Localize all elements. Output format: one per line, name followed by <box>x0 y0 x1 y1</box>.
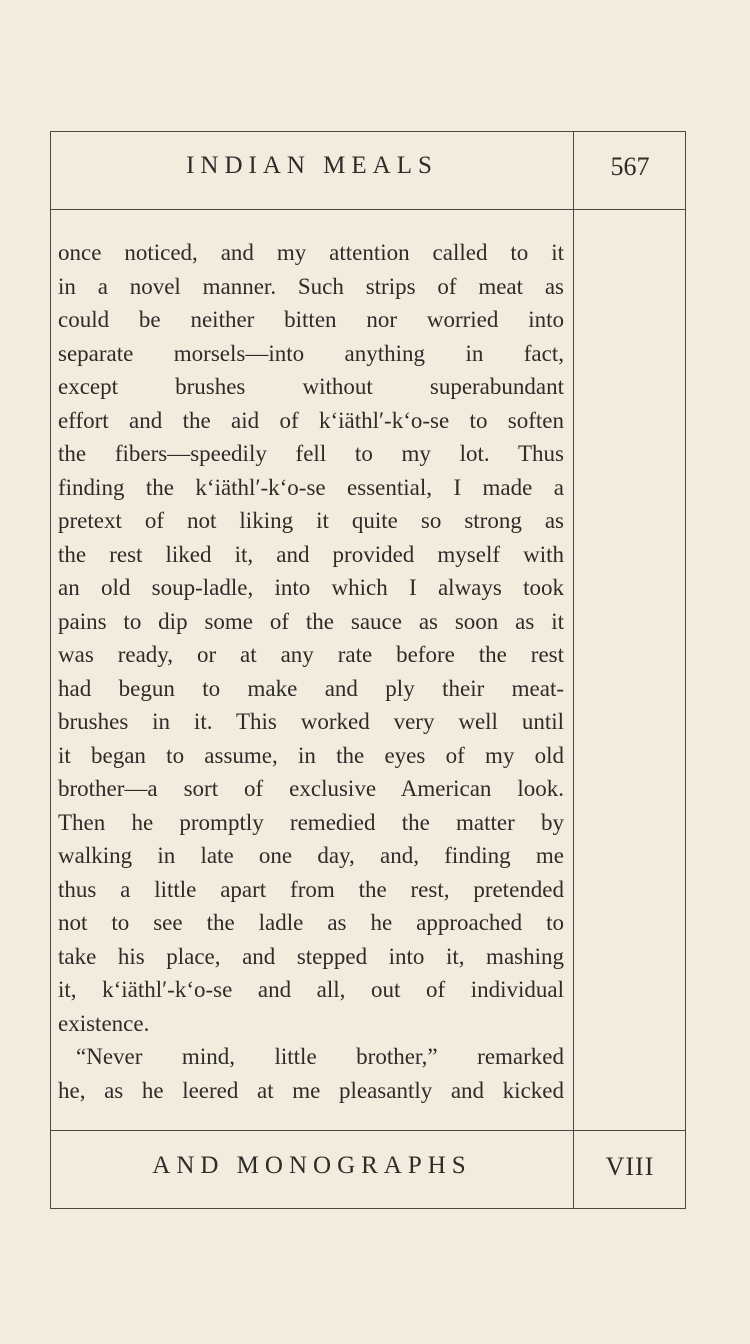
text-line: had begun to make and ply their meat- <box>58 675 564 701</box>
text-line: in a novel manner. Such strips of meat as <box>58 273 564 299</box>
text-line: separate morsels—into anything in fact, <box>58 340 564 366</box>
footer-rule <box>51 1130 685 1131</box>
footer-series-title: AND MONOGRAPHS <box>152 1152 472 1179</box>
text-line: it, k‘iäthl′-k‘o-se and all, out of individual <box>58 977 564 1002</box>
text-line: the fibers—speedily fell to my lot. Thus <box>58 441 564 466</box>
page-number: 567 <box>610 152 650 181</box>
text-line: pains to dip some of the sauce as soon as it <box>58 608 564 634</box>
body-text <box>58 236 564 1107</box>
text-line: he, as he leered at me pleasantly and kicked <box>58 1077 564 1103</box>
text-line: existence. <box>58 1010 150 1036</box>
text-line: take his place, and stepped into it, mashing <box>58 943 564 969</box>
text-line: not to see the ladle as he approached to <box>58 910 564 935</box>
column-divider <box>573 132 574 1208</box>
text-line: finding the k‘iäthl′-k‘o-se essential, I made a <box>58 474 564 500</box>
text-line: except brushes without superabundant <box>58 374 564 399</box>
text-line: thus a little apart from the rest, pretended <box>58 876 564 902</box>
text-line: “Never mind, little brother,” remarked <box>76 1044 564 1069</box>
header-rule <box>51 209 685 210</box>
volume-number: VIII <box>605 1152 655 1181</box>
text-line: brother—a sort of exclusive American look. <box>58 776 564 801</box>
text-line: walking in late one day, and, finding me <box>58 843 564 868</box>
text-line: brushes in it. This worked very well until <box>58 709 564 734</box>
text-line: pretext of not liking it quite so strong as <box>58 508 564 533</box>
text-line: an old soup-ladle, into which I always took <box>58 575 564 600</box>
text-line: once noticed, and my attention called to it <box>58 240 564 265</box>
page-frame <box>50 131 686 1209</box>
text-line: effort and the aid of k‘iäthl′-k‘o-se to soften <box>58 407 564 433</box>
text-line: was ready, or at any rate before the rest <box>58 642 564 667</box>
running-head-title: INDIAN MEALS <box>186 152 438 179</box>
text-line: Then he promptly remedied the matter by <box>58 809 564 835</box>
text-line: the rest liked it, and provided myself with <box>58 541 564 567</box>
text-line: it began to assume, in the eyes of my old <box>58 742 564 768</box>
text-line: could be neither bitten nor worried into <box>58 307 564 332</box>
